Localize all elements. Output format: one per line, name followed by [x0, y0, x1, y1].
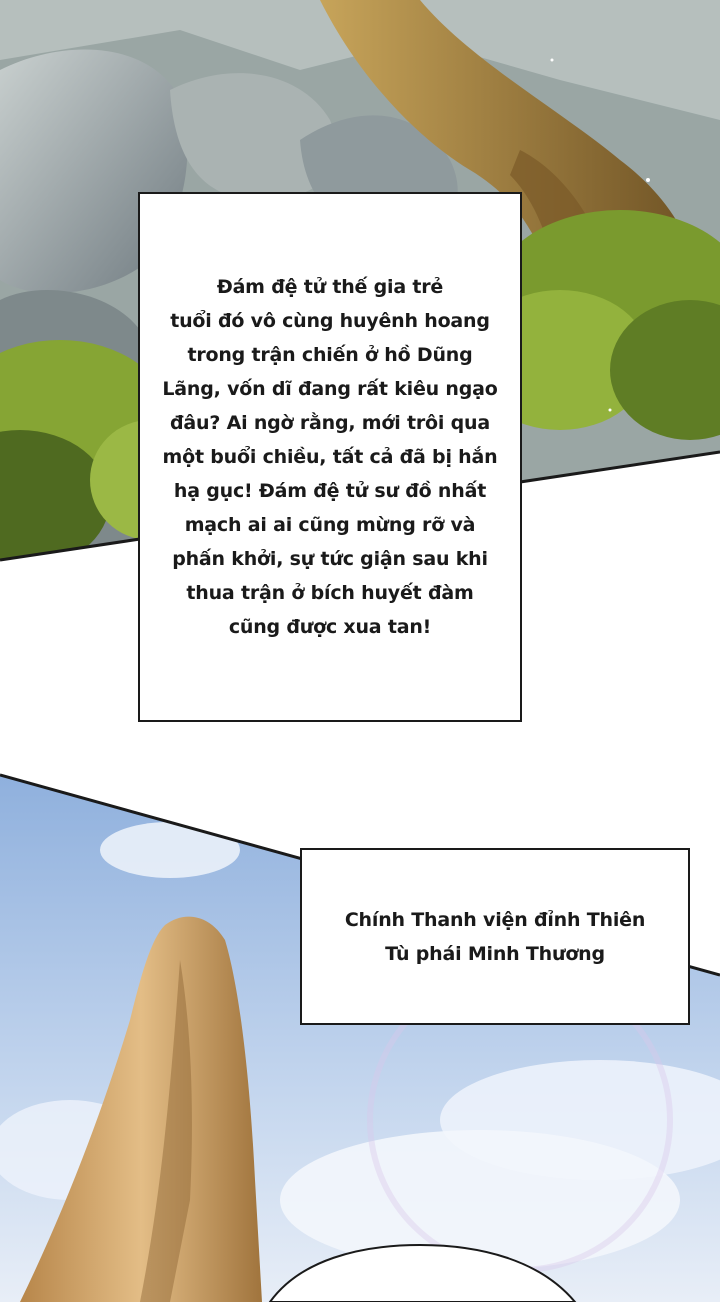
narration-line: cũng được xua tan! — [228, 616, 432, 638]
narration-line: trong trận chiến ở hồ Dũng — [187, 344, 473, 366]
narration-line: Tù phái Minh Thương — [385, 942, 605, 965]
narration-text-1 — [162, 270, 497, 644]
narration-box-2 — [300, 848, 690, 1025]
narration-line: Chính Thanh viện đỉnh Thiên — [344, 908, 646, 931]
narration-line: đâu? Ai ngờ rằng, mới trôi qua — [170, 412, 490, 434]
narration-line: Lãng, vốn dĩ đang rất kiêu ngạo — [162, 378, 498, 400]
narration-line: hạ gục! Đám đệ tử sư đồ nhất — [173, 480, 487, 502]
narration-line: phấn khởi, sự tức giận sau khi — [172, 548, 488, 570]
narration-line: tuổi đó vô cùng huyênh hoang — [170, 310, 490, 332]
narration-line: Đám đệ tử thế gia trẻ — [216, 276, 444, 298]
narration-line: thua trận ở bích huyết đàm — [186, 582, 474, 604]
narration-text-2 — [345, 903, 645, 971]
narration-line: một buổi chiều, tất cả đã bị hắn — [162, 446, 498, 468]
narration-box-1 — [138, 192, 522, 722]
narration-line: mạch ai ai cũng mừng rỡ và — [184, 514, 476, 536]
